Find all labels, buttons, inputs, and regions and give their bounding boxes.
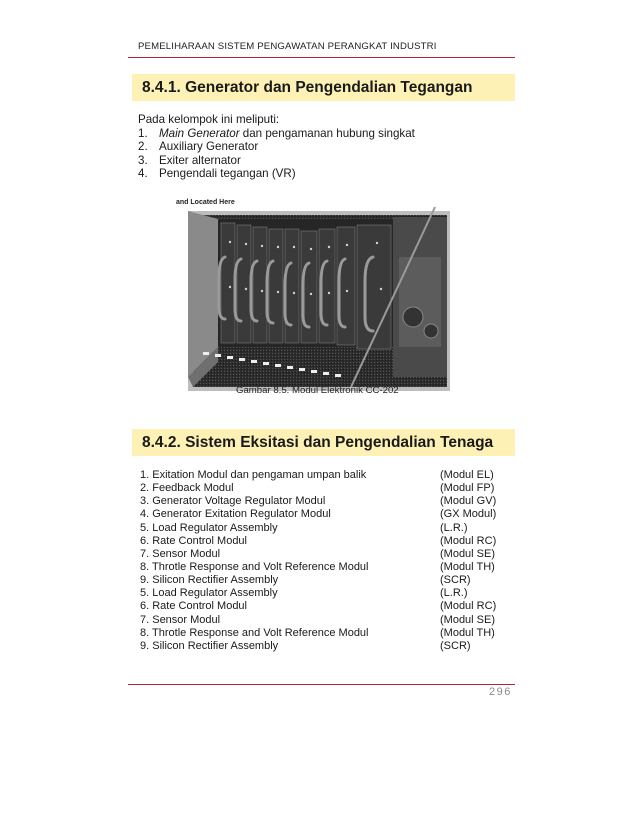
module-code: (Modul TH) (440, 560, 495, 573)
module-row (140, 587, 510, 600)
module-row (140, 640, 510, 653)
list-item (138, 127, 415, 140)
module-name: 3. Generator Voltage Regulator Modul (140, 495, 326, 508)
module-row (140, 600, 510, 613)
module-list (140, 469, 510, 653)
section-heading-bar (132, 74, 515, 101)
module-code: (SCR) (440, 574, 471, 587)
numbered-list (138, 127, 415, 181)
module-code: (SCR) (440, 639, 471, 652)
module-name: 4. Generator Exitation Regulator Modul (140, 508, 331, 521)
page-number: 296 (489, 686, 512, 698)
section-title: 8.4.1. Generator dan Pengendalian Tegangan (142, 79, 473, 96)
footer-rule (128, 684, 515, 685)
list-text: Exiter alternator (159, 153, 241, 167)
module-name: 5. Load Regulator Assembly (140, 587, 278, 600)
module-name: 7. Sensor Modul (140, 547, 221, 560)
photo-label: and Located Here (176, 199, 235, 206)
module-code: (Modul TH) (440, 626, 495, 639)
module-row (140, 535, 510, 548)
module-name: 6. Rate Control Modul (140, 600, 247, 613)
module-code: (Modul GV) (440, 495, 497, 508)
list-number: 4. (138, 167, 148, 181)
module-code: (Modul FP) (440, 482, 495, 495)
module-row (140, 495, 510, 508)
photo-illustration (173, 197, 450, 392)
list-emphasis: Main Generator (159, 127, 240, 140)
module-code: (Modul SE) (440, 547, 496, 560)
module-row (140, 614, 510, 627)
module-code: (L.R.) (440, 587, 468, 600)
header-rule (128, 57, 515, 58)
module-name: 6. Rate Control Modul (140, 534, 247, 547)
module-row (140, 482, 510, 495)
list-number: 1. (138, 127, 148, 140)
module-code: (GX Modul) (440, 508, 497, 521)
module-code: (L.R.) (440, 521, 468, 534)
module-name: 9. Silicon Rectifier Assembly (140, 574, 279, 587)
module-code: (Modul EL) (440, 469, 494, 481)
module-row (140, 561, 510, 574)
module-name: 5. Load Regulator Assembly (140, 521, 278, 534)
list-text: Auxiliary Generator (159, 140, 259, 154)
list-number: 2. (138, 140, 148, 154)
module-code: (Modul RC) (440, 600, 497, 613)
list-text (159, 127, 415, 140)
intro-text: Pada kelompok ini meliputi: (138, 113, 280, 126)
module-code: (Modul SE) (440, 613, 496, 626)
module-name: 8. Throtle Response and Volt Reference Modul (140, 560, 369, 573)
figure-caption: Gambar 8.5. Modul Elektronik CC-202 (236, 385, 399, 396)
section-title: 8.4.2. Sistem Eksitasi dan Pengendalian Tenaga (142, 434, 494, 451)
module-row (140, 548, 510, 561)
module-row (140, 522, 510, 535)
module-row (140, 574, 510, 587)
module-name: 1. Exitation Modul dan pengaman umpan balik (140, 469, 367, 481)
module-name: 7. Sensor Modul (140, 613, 221, 626)
list-item (138, 167, 415, 180)
module-row (140, 627, 510, 640)
list-text-rest: dan pengamanan hubung singkat (239, 127, 415, 140)
module-code: (Modul RC) (440, 534, 497, 547)
list-item (138, 140, 415, 153)
section-heading-bar (132, 429, 515, 456)
module-row (140, 469, 510, 482)
module-row (140, 508, 510, 521)
list-text: Pengendali tegangan (VR) (159, 167, 296, 181)
module-name: 2. Feedback Modul (140, 482, 234, 495)
module-name: 8. Throtle Response and Volt Reference Modul (140, 626, 369, 639)
electronic-module-photo (173, 197, 450, 392)
running-header: PEMELIHARAAN SISTEM PENGAWATAN PERANGKAT INDUSTRI (138, 41, 437, 52)
list-number: 3. (138, 153, 148, 167)
module-name: 9. Silicon Rectifier Assembly (140, 639, 279, 652)
list-item (138, 154, 415, 167)
